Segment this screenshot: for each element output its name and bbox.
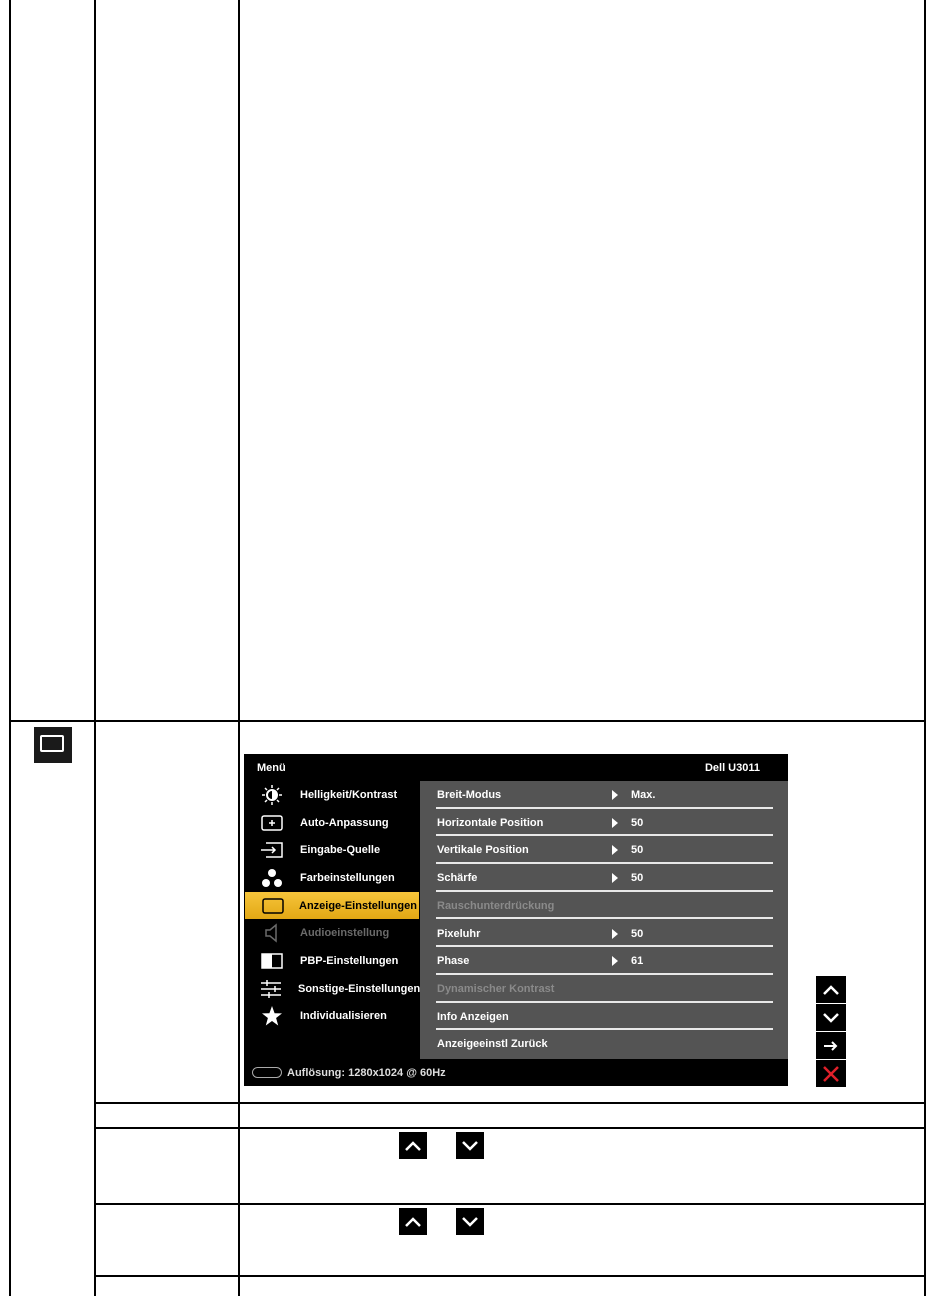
option-vertical-position[interactable] (420, 836, 773, 864)
option-pixel-clock[interactable] (420, 920, 773, 948)
menu-item-auto-adjust[interactable] (244, 809, 420, 837)
arrow-right-icon (612, 929, 618, 939)
menu-item-color-settings[interactable] (244, 864, 420, 892)
option-value: 50 (631, 872, 644, 885)
chevron-up-icon (404, 1140, 422, 1152)
enter-button[interactable] (816, 1032, 846, 1059)
option-display-reset[interactable] (420, 1030, 773, 1058)
table-border-left (9, 0, 11, 1296)
menu-item-input-source[interactable] (244, 836, 420, 864)
option-label: Breit-Modus (437, 789, 502, 801)
color-settings-icon (260, 868, 284, 888)
osd-title: Menü (257, 762, 286, 774)
option-noise-reduction (420, 892, 773, 920)
option-label: Rauschunterdrückung (437, 899, 555, 912)
input-source-icon (260, 840, 284, 860)
up-button[interactable] (816, 976, 846, 1003)
option-sharpness[interactable] (420, 864, 773, 892)
down-button[interactable] (456, 1208, 484, 1235)
menu-item-label: Anzeige-Einstellungen (299, 899, 417, 912)
menu-item-other-settings[interactable] (244, 975, 420, 1003)
option-label: Phase (437, 955, 470, 968)
menu-item-display-settings[interactable] (245, 892, 419, 920)
resolution-info: Auflösung: 1280x1024 @ 60Hz (287, 1067, 446, 1079)
arrow-right-icon (823, 1040, 839, 1052)
menu-item-label: Audioeinstellung (300, 927, 390, 940)
option-value: 50 (631, 844, 644, 857)
option-value: 61 (631, 955, 644, 968)
osd-main-menu (244, 781, 420, 1030)
option-display-info[interactable] (420, 1003, 773, 1031)
osd-submenu-panel (420, 781, 788, 1059)
menu-item-label: PBP-Einstellungen (300, 954, 399, 967)
down-button[interactable] (456, 1132, 484, 1159)
osd-menu (244, 754, 788, 1086)
chevron-down-icon (822, 1012, 840, 1024)
menu-item-label: Auto-Anpassung (300, 816, 389, 829)
option-label: Vertikale Position (437, 844, 529, 857)
menu-item-label: Individualisieren (300, 1010, 387, 1023)
option-label: Schärfe (437, 872, 478, 885)
option-value: Max. (631, 789, 656, 801)
table-row-divider (9, 720, 926, 722)
menu-item-label: Helligkeit/Kontrast (300, 788, 398, 801)
option-dynamic-contrast (420, 975, 773, 1003)
brightness-icon (260, 785, 284, 805)
display-settings-section-icon (34, 727, 72, 763)
option-value: 50 (631, 816, 644, 829)
menu-item-audio-settings[interactable] (244, 919, 420, 947)
option-wide-mode[interactable] (420, 781, 773, 809)
option-label: Horizontale Position (437, 816, 544, 829)
sliders-icon (260, 979, 282, 999)
chevron-down-icon (461, 1140, 479, 1152)
arrow-right-icon (612, 845, 618, 855)
option-label: Anzeigeeinstl Zurück (437, 1038, 548, 1051)
close-icon (822, 1065, 840, 1083)
arrow-right-icon (612, 818, 618, 828)
option-value: 50 (631, 927, 644, 940)
menu-item-label: Eingabe-Quelle (300, 844, 381, 857)
menu-item-label: Sonstige-Einstellungen (298, 982, 421, 995)
chevron-up-icon (822, 984, 840, 996)
osd-footer (244, 1059, 788, 1086)
table-row-divider (94, 1127, 926, 1129)
table-row-divider (94, 1275, 926, 1277)
display-settings-icon (261, 896, 285, 916)
speaker-icon (260, 923, 284, 943)
up-button[interactable] (399, 1132, 427, 1159)
option-phase[interactable] (420, 947, 773, 975)
table-row-divider (94, 1203, 926, 1205)
pbp-icon (260, 951, 284, 971)
chevron-down-icon (461, 1216, 479, 1228)
arrow-right-icon (612, 956, 618, 966)
option-label: Dynamischer Kontrast (437, 982, 555, 995)
option-label: Pixeluhr (437, 927, 481, 940)
menu-item-brightness-contrast[interactable] (244, 781, 420, 809)
arrow-right-icon (612, 873, 618, 883)
exit-button[interactable] (816, 1060, 846, 1087)
osd-model: Dell U3011 (704, 762, 760, 774)
option-label: Info Anzeigen (437, 1010, 509, 1023)
up-button[interactable] (399, 1208, 427, 1235)
menu-item-personalize[interactable] (244, 1003, 420, 1031)
chevron-up-icon (404, 1216, 422, 1228)
table-row-divider (94, 1102, 926, 1104)
star-icon (260, 1006, 284, 1026)
menu-item-pbp-settings[interactable] (244, 947, 420, 975)
auto-adjust-icon (260, 813, 284, 833)
down-button[interactable] (816, 1004, 846, 1031)
menu-item-label: Farbeinstellungen (300, 871, 395, 884)
option-horizontal-position[interactable] (420, 809, 773, 837)
arrow-right-icon (612, 790, 618, 800)
vga-connector-icon (252, 1067, 282, 1078)
